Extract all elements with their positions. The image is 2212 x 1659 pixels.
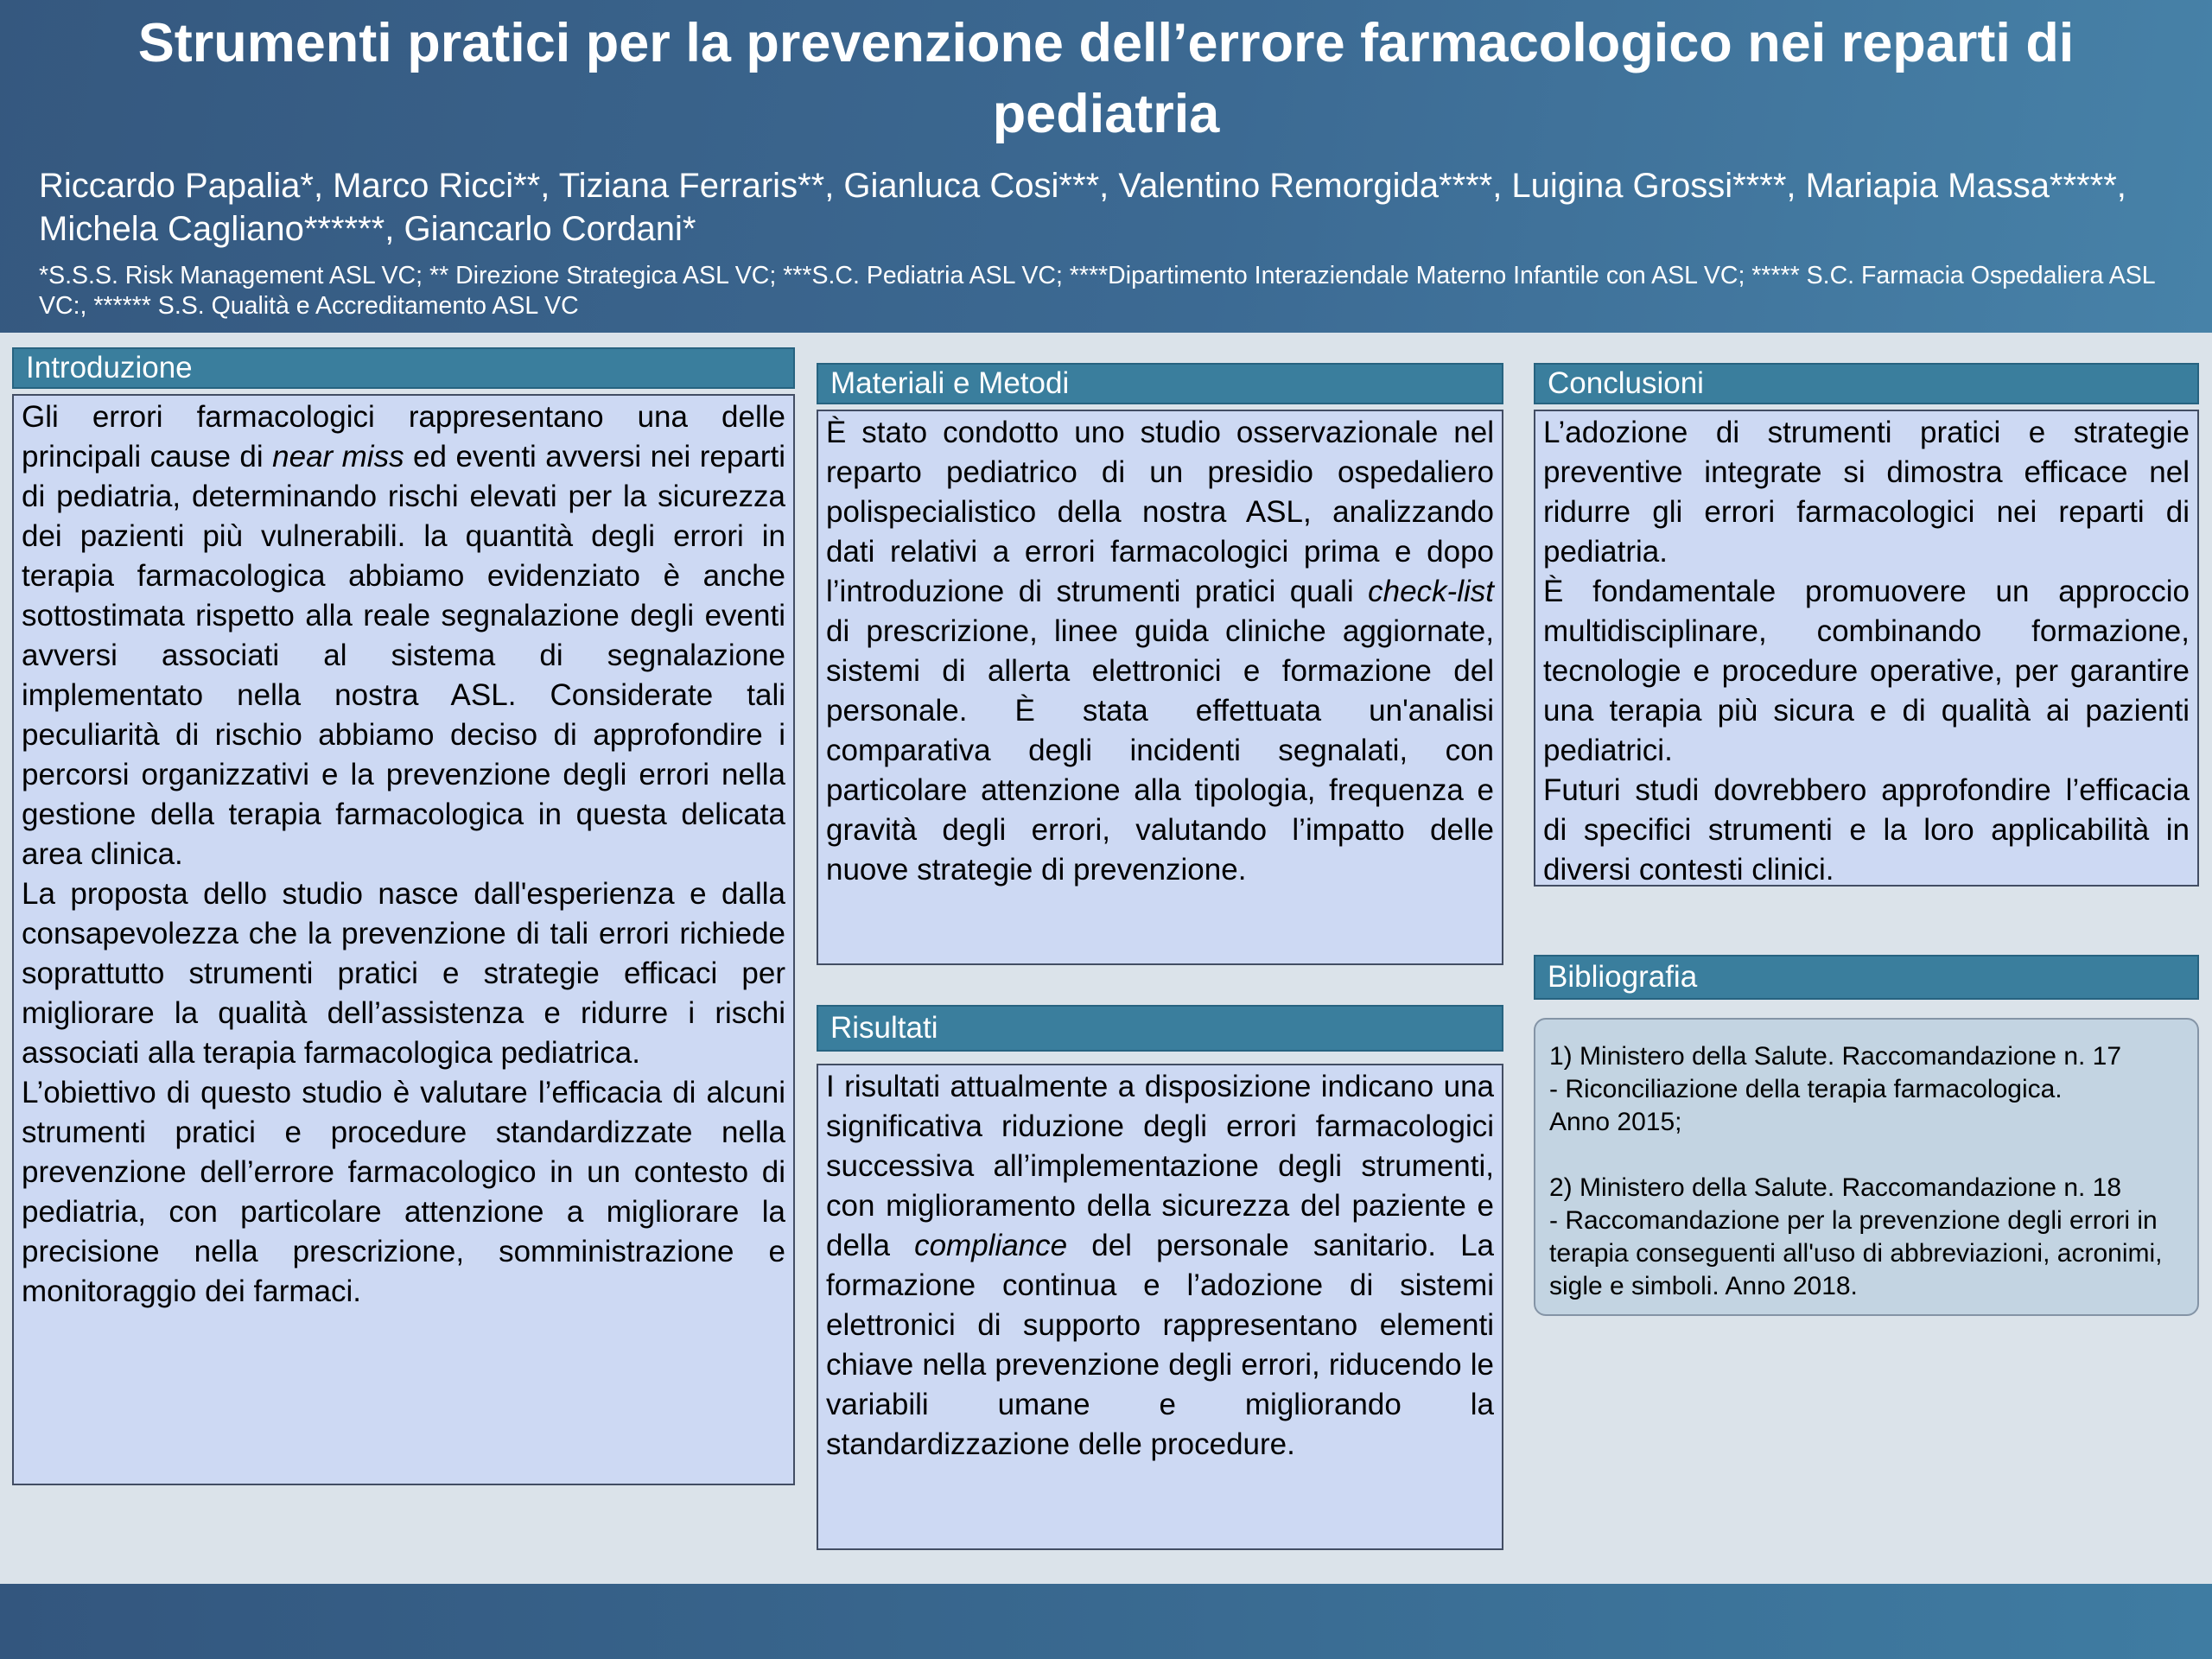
poster-header — [0, 0, 2212, 333]
section-body-conclusioni: L’adozione di strumenti pratici e strategie preventive integrate si dimostra efficace nel ridurre gli errori farmacologici nei reparti di pediatria. È fondamentale promuovere un approccio multidisciplinare, combinando formazione, tecnologie e procedure operative, per garantire una terapia più sicura e di qualità ai pazienti pediatrici. Futuri studi dovrebbero approfondire l’efficacia di specifici strumenti e la loro applicabilità in diversi contesti clinici. — [1534, 410, 2199, 887]
poster-authors: Riccardo Papalia*, Marco Ricci**, Tiziana Ferraris**, Gianluca Cosi***, Valentino Remorgida****, Luigina Grossi****, Mariapia Massa*****, Michela Cagliano******, Giancarlo Cordani* — [39, 166, 2126, 248]
section-header-materiali-e-metodi — [817, 363, 1503, 404]
section-body-materiali-e-metodi: È stato condotto uno studio osservazionale nel reparto pediatrico di un presidio ospedaliero polispecialistico della nostra ASL, analizzando dati relativi a errori farmacologici prima e dopo l’introduzione di strumenti pratici quali check-list di prescrizione, linee guida cliniche aggiornate, sistemi di allerta elettronici e formazione del personale. È stata effettuata un'analisi comparativa degli incidenti segnalati, con particolare attenzione alla tipologia, frequenza e gravità degli errori, valutando l’impatto delle nuove strategie di prevenzione. — [817, 410, 1503, 965]
section-header-risultati — [817, 1005, 1503, 1052]
section-title-conclusioni: Conclusioni — [1548, 366, 1704, 400]
section-body-risultati: I risultati attualmente a disposizione indicano una significativa riduzione degli errori farmacologici successiva all’implementazione degli strumenti, con miglioramento della sicurezza del paziente e della compliance del personale sanitario. La formazione continua e l’adozione di sistemi elettronici di supporto rappresentano elementi chiave nella prevenzione degli errori, riducendo le variabili umane e migliorando la standardizzazione delle procedure. — [817, 1064, 1503, 1550]
poster-affiliations: *S.S.S. Risk Management ASL VC; ** Direzione Strategica ASL VC; ***S.C. Pediatria ASL VC; ****Dipartimento Interaziendale Materno Infantile con ASL VC; ***** S.C. Farmacia Ospedaliera ASL VC:, ****** S.S. Qualità e Accreditamento ASL VC — [39, 261, 2155, 321]
section-title-materiali-e-metodi: Materiali e Metodi — [830, 366, 1070, 400]
section-title-bibliografia: Bibliografia — [1548, 960, 1698, 994]
section-header-conclusioni — [1534, 363, 2199, 404]
section-body-bibliografia: 1) Ministero della Salute. Raccomandazione n. 17 - Riconciliazione della terapia farmacologica. Anno 2015; 2) Ministero della Salute. Raccomandazione n. 18 - Raccomandazione per la prevenzione degli errori in terapia conseguenti all'uso di abbreviazioni, acronimi, sigle e simboli. Anno 2018. — [1534, 1018, 2199, 1316]
section-body-introduzione: Gli errori farmacologici rappresentano una delle principali cause di near miss ed eventi avversi nei reparti di pediatria, determinando rischi elevati per la sicurezza dei pazienti più vulnerabili. la quantità degli errori in terapia farmacologica abbiamo evidenziato è anche sottostimata rispetto alla reale segnalazione degli eventi avversi associati al sistema di segnalazione implementato nella nostra ASL. Considerate tali peculiarità di rischio abbiamo deciso di approfondire i percorsi organizzativi e la prevenzione degli errori nella gestione della terapia farmacologica in questa delicata area clinica. La proposta dello studio nasce dall'esperienza e dalla consapevolezza che la prevenzione di tali errori richiede soprattutto strumenti pratici e strategie efficaci per migliorare la qualità dell’assistenza e ridurre i rischi associati alla terapia farmacologica pediatrica. L’obiettivo di questo studio è valutare l’efficacia di alcuni strumenti pratici e procedure standardizzate nella prevenzione dell’errore farmacologico in un contesto di pediatria, con particolare attenzione a migliorare la precisione nella prescrizione, somministrazione e monitoraggio dei farmaci. — [12, 394, 795, 1485]
section-header-bibliografia — [1534, 955, 2199, 1000]
section-title-risultati: Risultati — [830, 1011, 938, 1045]
poster-footer — [0, 1584, 2212, 1659]
section-header-introduzione — [12, 347, 795, 389]
section-title-introduzione: Introduzione — [26, 351, 193, 385]
poster-title: Strumenti pratici per la prevenzione dell’errore farmacologico nei reparti di pediatria — [137, 13, 2075, 144]
